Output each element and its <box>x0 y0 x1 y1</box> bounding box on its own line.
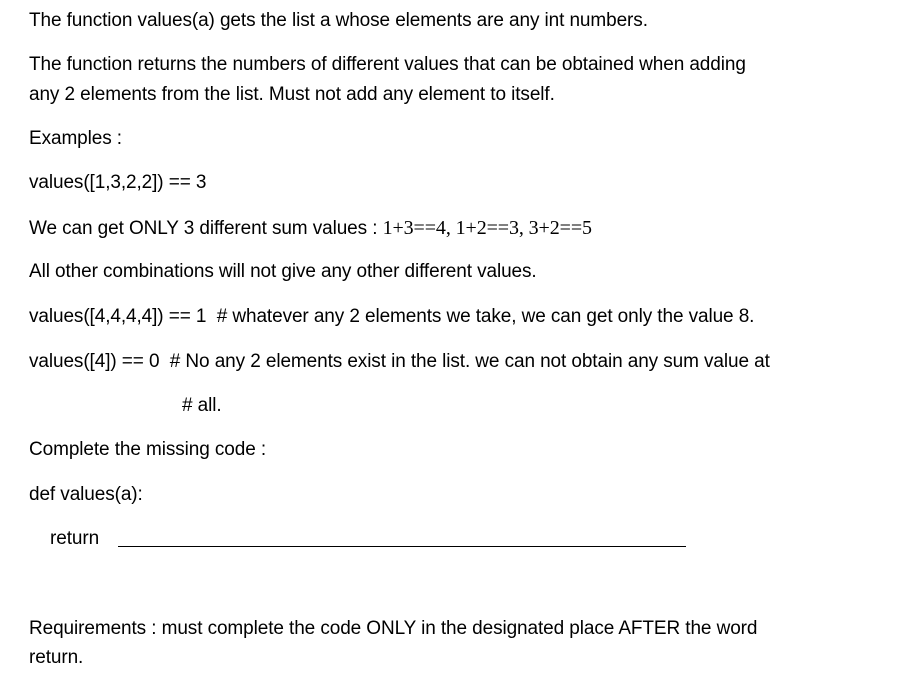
example-3-comment-continuation: # all. <box>182 395 222 416</box>
example-2-call: values([4,4,4,4]) == 1 <box>29 306 207 327</box>
example-3-call: values([4]) == 0 <box>29 351 160 372</box>
problem-description-line-1: The function values(a) gets the list a whose elements are any int numbers. <box>29 10 648 31</box>
example-2 <box>29 302 754 332</box>
example-3 <box>29 347 770 377</box>
example-1-sum-values: 1+3==4, 1+2==3, 3+2==5 <box>382 217 592 239</box>
function-definition: def values(a): <box>29 484 143 505</box>
example-1-call: values([1,3,2,2]) == 3 <box>29 172 207 193</box>
requirements-line-2: return. <box>29 647 84 668</box>
problem-description-line-2: The function returns the numbers of different values that can be obtained when adding <box>29 54 746 75</box>
example-2-comment: # whatever any 2 elements we take, we can get only the value 8. <box>206 306 755 327</box>
example-1-note: All other combinations will not give any other different values. <box>29 261 537 282</box>
examples-heading: Examples : <box>29 128 122 149</box>
complete-code-instruction: Complete the missing code : <box>29 439 267 460</box>
requirements-line-1: Requirements : must complete the code ONLY in the designated place AFTER the word <box>29 618 758 639</box>
return-keyword: return <box>50 528 100 549</box>
example-3-comment: # No any 2 elements exist in the list. we can not obtain any sum value at <box>159 351 770 372</box>
answer-blank-line <box>118 546 686 547</box>
example-1-explanation-text: We can get ONLY 3 different sum values : <box>29 218 383 239</box>
example-1-explanation <box>29 213 592 244</box>
problem-description-line-3: any 2 elements from the list. Must not add any element to itself. <box>29 84 555 105</box>
